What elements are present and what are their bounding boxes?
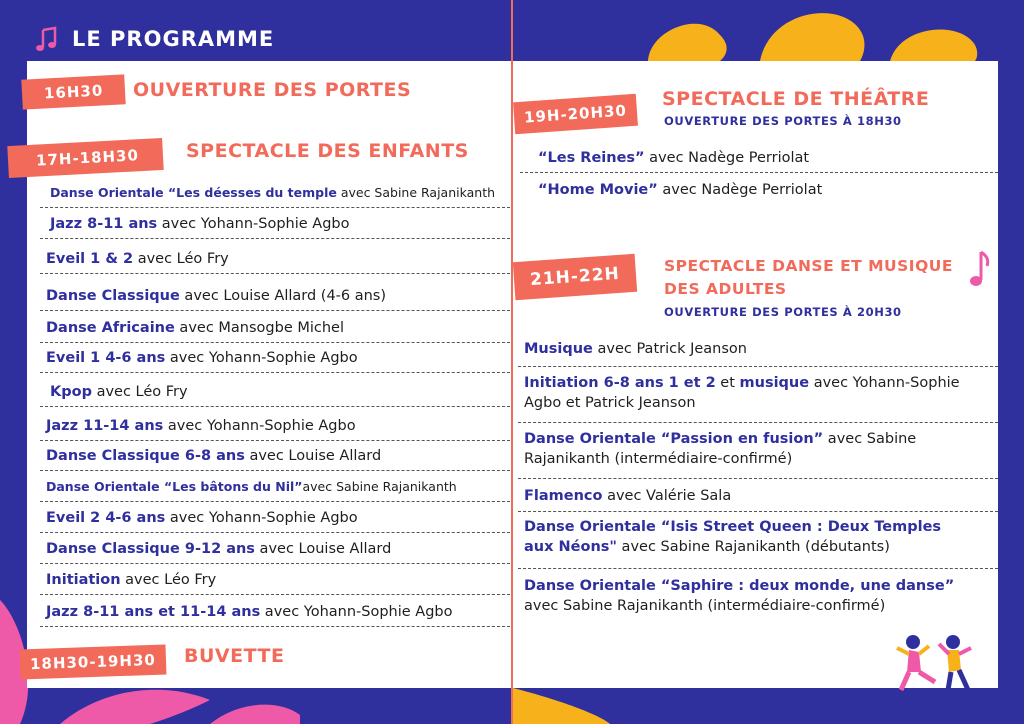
instructor-text: avec Léo Fry [120, 572, 217, 588]
list-item [46, 446, 381, 466]
yellow-leaf-2 [760, 13, 864, 61]
instructor-text: avec Nadège Perriolat [657, 182, 823, 198]
dashed-separator [40, 207, 510, 208]
activity-name: Danse Africaine [46, 320, 175, 336]
time-badge-21h: 21H-22H [513, 254, 637, 300]
list-item [50, 214, 349, 234]
instructor-text: avec Yohann-Sophie Agbo [157, 216, 350, 232]
activity-name: Danse Classique 6-8 ans [46, 448, 245, 464]
activity-name: Musique [524, 341, 593, 357]
activity-name: Initiation 6-8 ans 1 et 2 [524, 375, 716, 391]
instructor-text: avec Sabine Rajanikanth [336, 185, 496, 200]
dancers-illustration-icon [895, 630, 985, 710]
section-title-adultes-1: SPECTACLE DANSE ET MUSIQUE [664, 257, 953, 275]
activity-name: “Les Reines” [538, 150, 645, 166]
list-item [524, 339, 964, 359]
dashed-separator [518, 568, 998, 569]
instructor-text: avec Yohann-Sophie Agbo [163, 418, 356, 434]
list-item [524, 576, 964, 616]
activity-name: Eveil 1 4-6 ans [46, 350, 166, 366]
dashed-separator [518, 511, 998, 512]
activity-name: Danse Classique [46, 288, 180, 304]
dashed-separator [40, 372, 510, 373]
activity-name: Danse Orientale “Les bâtons du Nil” [46, 479, 303, 494]
list-item [46, 318, 344, 338]
connector-text: et [715, 375, 740, 391]
list-item [46, 508, 358, 528]
time-badge-18h30: 18H30-19H30 [20, 644, 167, 679]
dashed-separator [518, 422, 998, 423]
section-title-enfants: SPECTACLE DES ENFANTS [186, 140, 469, 162]
instructor-text: avec Sabine Rajanikanth [302, 479, 457, 494]
section-title-buvette: BUVETTE [184, 645, 285, 667]
dashed-separator [40, 440, 510, 441]
instructor-text: avec Yohann-Sophie Agbo [260, 604, 453, 620]
activity-name: Initiation [46, 572, 121, 588]
activity-name: Jazz 8-11 ans et 11-14 ans [46, 604, 261, 620]
list-item [46, 570, 216, 590]
music-note-icon [967, 250, 991, 290]
activity-name: “Home Movie” [538, 182, 658, 198]
instructor-text: avec Léo Fry [133, 251, 229, 267]
list-item [50, 382, 188, 402]
instructor-text: avec Yohann-Sophie Agbo [165, 510, 358, 526]
activity-name: musique [739, 375, 810, 391]
dashed-separator [518, 366, 998, 367]
dashed-separator [40, 310, 510, 311]
pink-leaf-3 [210, 705, 300, 724]
list-item [50, 183, 495, 203]
list-item [46, 539, 391, 559]
instructor-text: avec Louise Allard [244, 448, 382, 464]
activity-name: Danse Classique 9-12 ans [46, 541, 255, 557]
dashed-separator [40, 626, 510, 627]
dashed-separator [40, 238, 510, 239]
time-badge-17h: 17H-18H30 [7, 138, 163, 178]
instructor-text: avec Yohann-Sophie Agbo et Patrick Jeanson [524, 375, 960, 411]
list-item [46, 286, 386, 306]
dashed-separator [518, 478, 998, 479]
list-item [46, 477, 457, 497]
yellow-leaf-3 [890, 29, 977, 61]
list-item [46, 348, 358, 368]
dashed-separator [40, 501, 510, 502]
list-item [46, 602, 453, 622]
list-item [46, 249, 229, 269]
activity-name: Danse Orientale “Passion en fusion” [524, 431, 824, 447]
instructor-text: avec Valérie Sala [602, 488, 732, 504]
pink-leaf-2 [60, 690, 210, 724]
activity-name: Flamenco [524, 488, 603, 504]
dashed-separator [40, 594, 510, 595]
instructor-text: avec Mansogbe Michel [174, 320, 345, 336]
time-badge-16h30: 16H30 [21, 74, 126, 109]
activity-name: Eveil 1 & 2 [46, 251, 134, 267]
dashed-separator [40, 532, 510, 533]
list-item [46, 416, 356, 436]
instructor-text: avec Patrick Jeanson [592, 341, 747, 357]
activity-name: Eveil 2 4-6 ans [46, 510, 166, 526]
activity-name: Jazz 11-14 ans [46, 418, 164, 434]
dashed-separator [40, 273, 510, 274]
music-note-icon [35, 26, 59, 54]
section-title-ouverture: OUVERTURE DES PORTES [133, 79, 412, 101]
section-title-theatre: SPECTACLE DE THÉÂTRE [662, 88, 930, 110]
dashed-separator [40, 563, 510, 564]
dashed-separator [40, 342, 510, 343]
yellow-leaf-bottom [513, 688, 610, 724]
time-badge-19h: 19H-20H30 [513, 94, 638, 134]
instructor-text: avec Nadège Perriolat [644, 150, 810, 166]
instructor-text: avec Louise Allard [254, 541, 392, 557]
instructor-text: avec Sabine Rajanikanth (débutants) [616, 539, 890, 555]
activity-name: Danse Orientale “Les déesses du temple [50, 185, 337, 200]
list-item [524, 373, 964, 413]
instructor-text: avec Sabine Rajanikanth (intermédiaire-confirmé) [524, 431, 917, 467]
activity-name: Danse Orientale “Saphire : deux monde, une danse” [524, 578, 955, 594]
yellow-leaf-1 [648, 24, 727, 61]
instructor-text: avec Yohann-Sophie Agbo [165, 350, 358, 366]
activity-name: Jazz 8-11 ans [50, 216, 158, 232]
section-subtitle-adultes: OUVERTURE DES PORTES À 20H30 [664, 305, 902, 319]
list-item [524, 429, 964, 469]
dashed-separator [520, 172, 998, 173]
instructor-text: avec Léo Fry [91, 384, 188, 400]
dashed-separator [40, 406, 510, 407]
page-title: LE PROGRAMME [72, 27, 275, 51]
list-item [538, 180, 822, 200]
instructor-text: avec Sabine Rajanikanth (intermédiaire-confirmé) [524, 598, 886, 614]
activity-name: Kpop [50, 384, 92, 400]
section-subtitle-theatre: OUVERTURE DES PORTES À 18H30 [664, 114, 902, 128]
dashed-separator [40, 470, 510, 471]
list-item [538, 148, 809, 168]
list-item [524, 517, 964, 557]
section-title-adultes-2: DES ADULTES [664, 280, 787, 298]
list-item [524, 486, 964, 506]
activity-name: Danse Orientale “Isis Street Queen : Deux Temples aux Néons" [524, 519, 942, 555]
instructor-text: avec Louise Allard (4-6 ans) [179, 288, 387, 304]
